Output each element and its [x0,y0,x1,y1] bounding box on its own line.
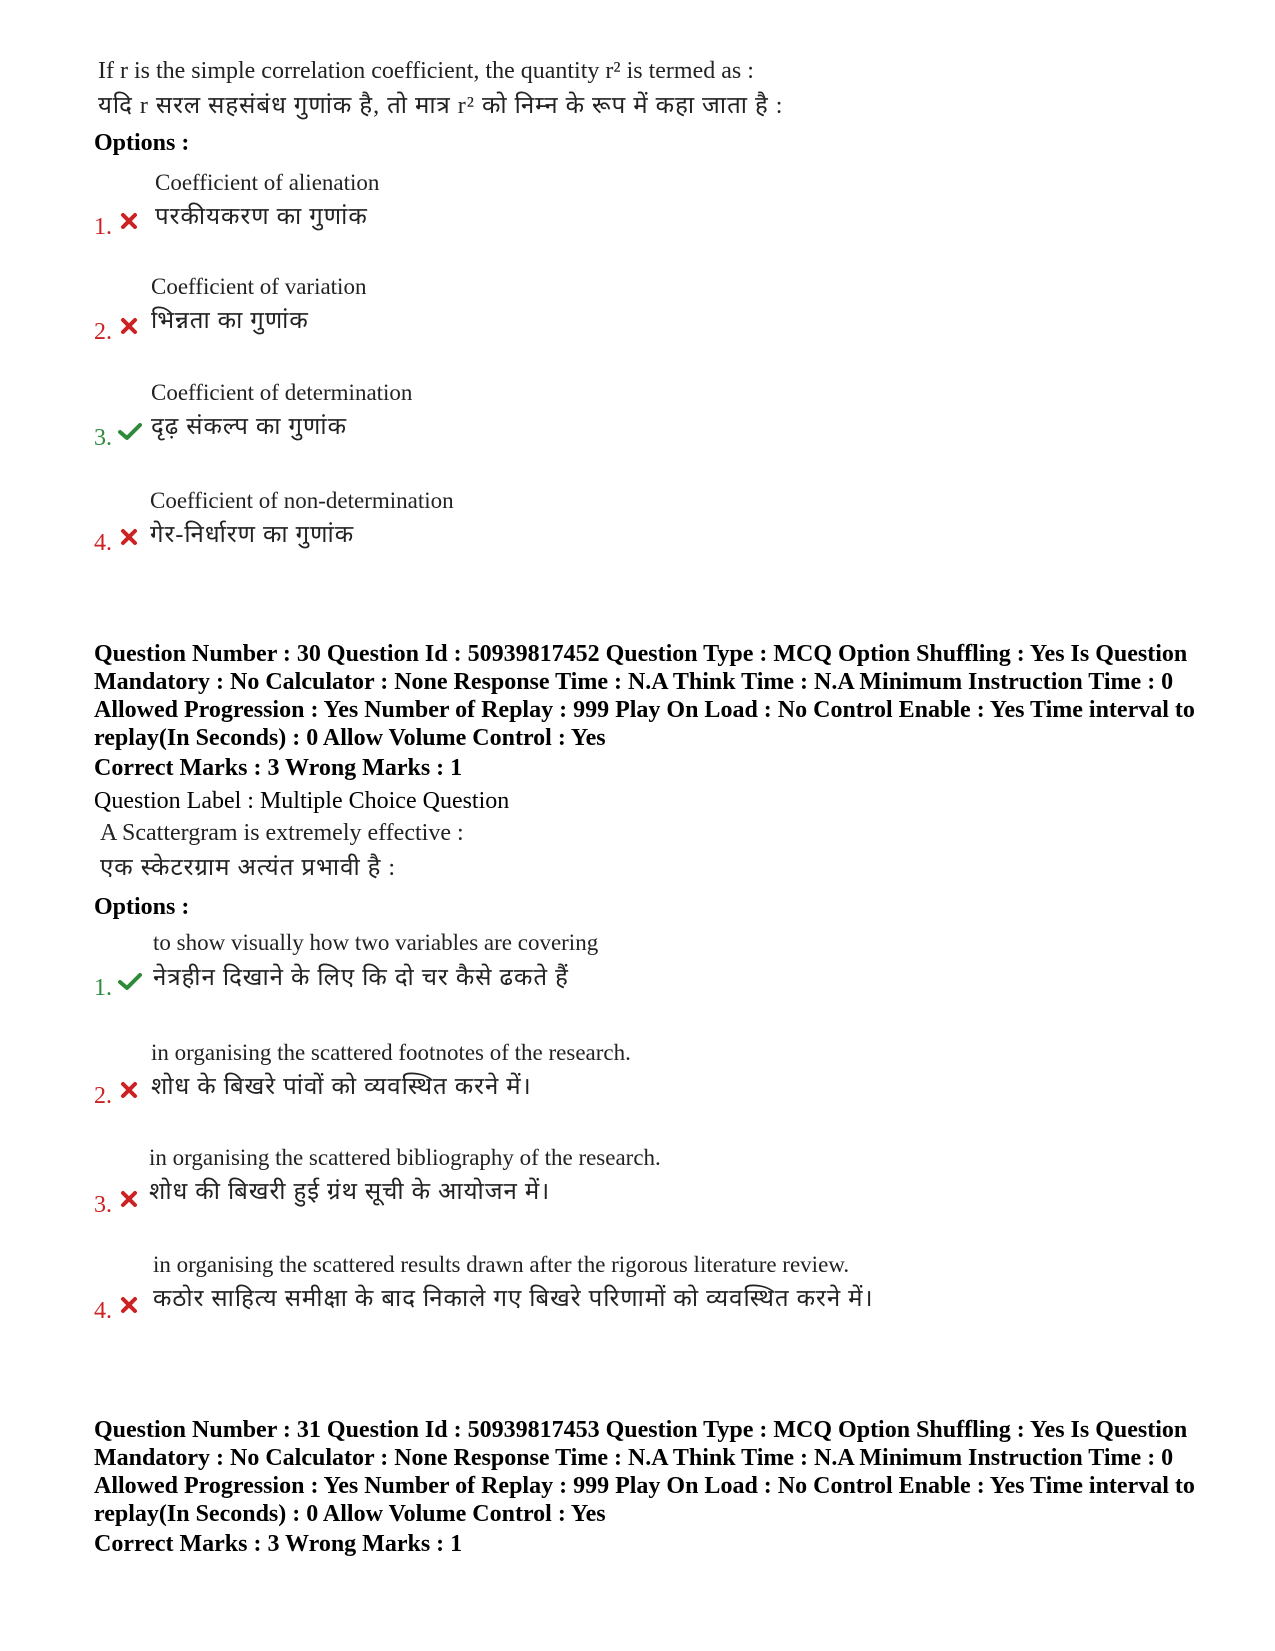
option-number: 2. [94,319,112,345]
option-text-hi: गेर-निर्धारण का गुणांक [150,522,355,548]
option-number: 1. [94,975,112,1001]
option-number: 3. [94,1192,112,1218]
option-text-hi: दृढ़ संकल्प का गुणांक [151,414,347,440]
question-label: Question Label : Multiple Choice Question [94,788,510,814]
question-text-en: If r is the simple correlation coefficient, the quantity r² is termed as : [98,58,754,84]
option-text-hi: भिन्नता का गुणांक [151,308,309,334]
checkmark-icon [118,423,142,441]
option-text-en: in organising the scattered results drawn after the rigorous literature review. [153,1252,850,1277]
question-text-hi: यदि r सरल सहसंबंध गुणांक है, तो मात्र r² को निम्न के रूप में कहा जाता है : [98,93,784,119]
cross-icon [120,212,138,230]
option-text-hi: परकीयकरण का गुणांक [155,204,368,230]
option-text-en: to show visually how two variables are covering [153,930,599,955]
cross-icon [120,1081,138,1099]
option-text-en: in organising the scattered footnotes of the research. [151,1040,631,1065]
option-number: 4. [94,530,112,556]
options-label: Options : [94,130,190,156]
marks-info: Correct Marks : 3 Wrong Marks : 1 [94,755,463,781]
question-text-hi: एक स्केटरग्राम अत्यंत प्रभावी है : [100,855,397,881]
marks-info: Correct Marks : 3 Wrong Marks : 1 [94,1531,463,1557]
option-text-en: Coefficient of non-determination [150,488,454,513]
option-text-en: in organising the scattered bibliography of the research. [149,1145,661,1170]
option-text-en: Coefficient of variation [151,274,367,299]
option-number: 1. [94,214,112,240]
options-label: Options : [94,894,190,920]
option-number: 2. [94,1083,112,1109]
cross-icon [120,528,138,546]
option-number: 3. [94,425,112,451]
option-text-hi: कठोर साहित्य समीक्षा के बाद निकाले गए बिखरे परिणामों को व्यवस्थित करने में। [153,1286,874,1312]
cross-icon [120,317,138,335]
cross-icon [120,1190,138,1208]
question-text-en: A Scattergram is extremely effective : [100,820,464,846]
option-text-hi: नेत्रहीन दिखाने के लिए कि दो चर कैसे ढकते हैं [153,965,569,991]
checkmark-icon [118,973,142,991]
option-number: 4. [94,1298,112,1324]
option-text-en: Coefficient of determination [151,380,413,405]
option-text-en: Coefficient of alienation [155,170,380,195]
option-text-hi: शोध के बिखरे पांवों को व्यवस्थित करने में। [151,1074,532,1100]
question-metadata: Question Number : 30 Question Id : 50939817452 Question Type : MCQ Option Shuffling : Yes Is Question Mandatory : No Calculator : None Response Time : N.A Think Time : N.A Minimum Instruction Time : 0 Allowed Progression : Yes Number of Replay : 999 Play On Load : No Control Enable : Yes Time interval to replay(In Seconds) : 0 Allow Volume Control : Yes [94,641,1195,751]
option-text-hi: शोध की बिखरी हुई ग्रंथ सूची के आयोजन में। [149,1179,551,1205]
cross-icon [120,1296,138,1314]
question-metadata: Question Number : 31 Question Id : 50939817453 Question Type : MCQ Option Shuffling : Yes Is Question Mandatory : No Calculator : None Response Time : N.A Think Time : N.A Minimum Instruction Time : 0 Allowed Progression : Yes Number of Replay : 999 Play On Load : No Control Enable : Yes Time interval to replay(In Seconds) : 0 Allow Volume Control : Yes [94,1417,1195,1527]
